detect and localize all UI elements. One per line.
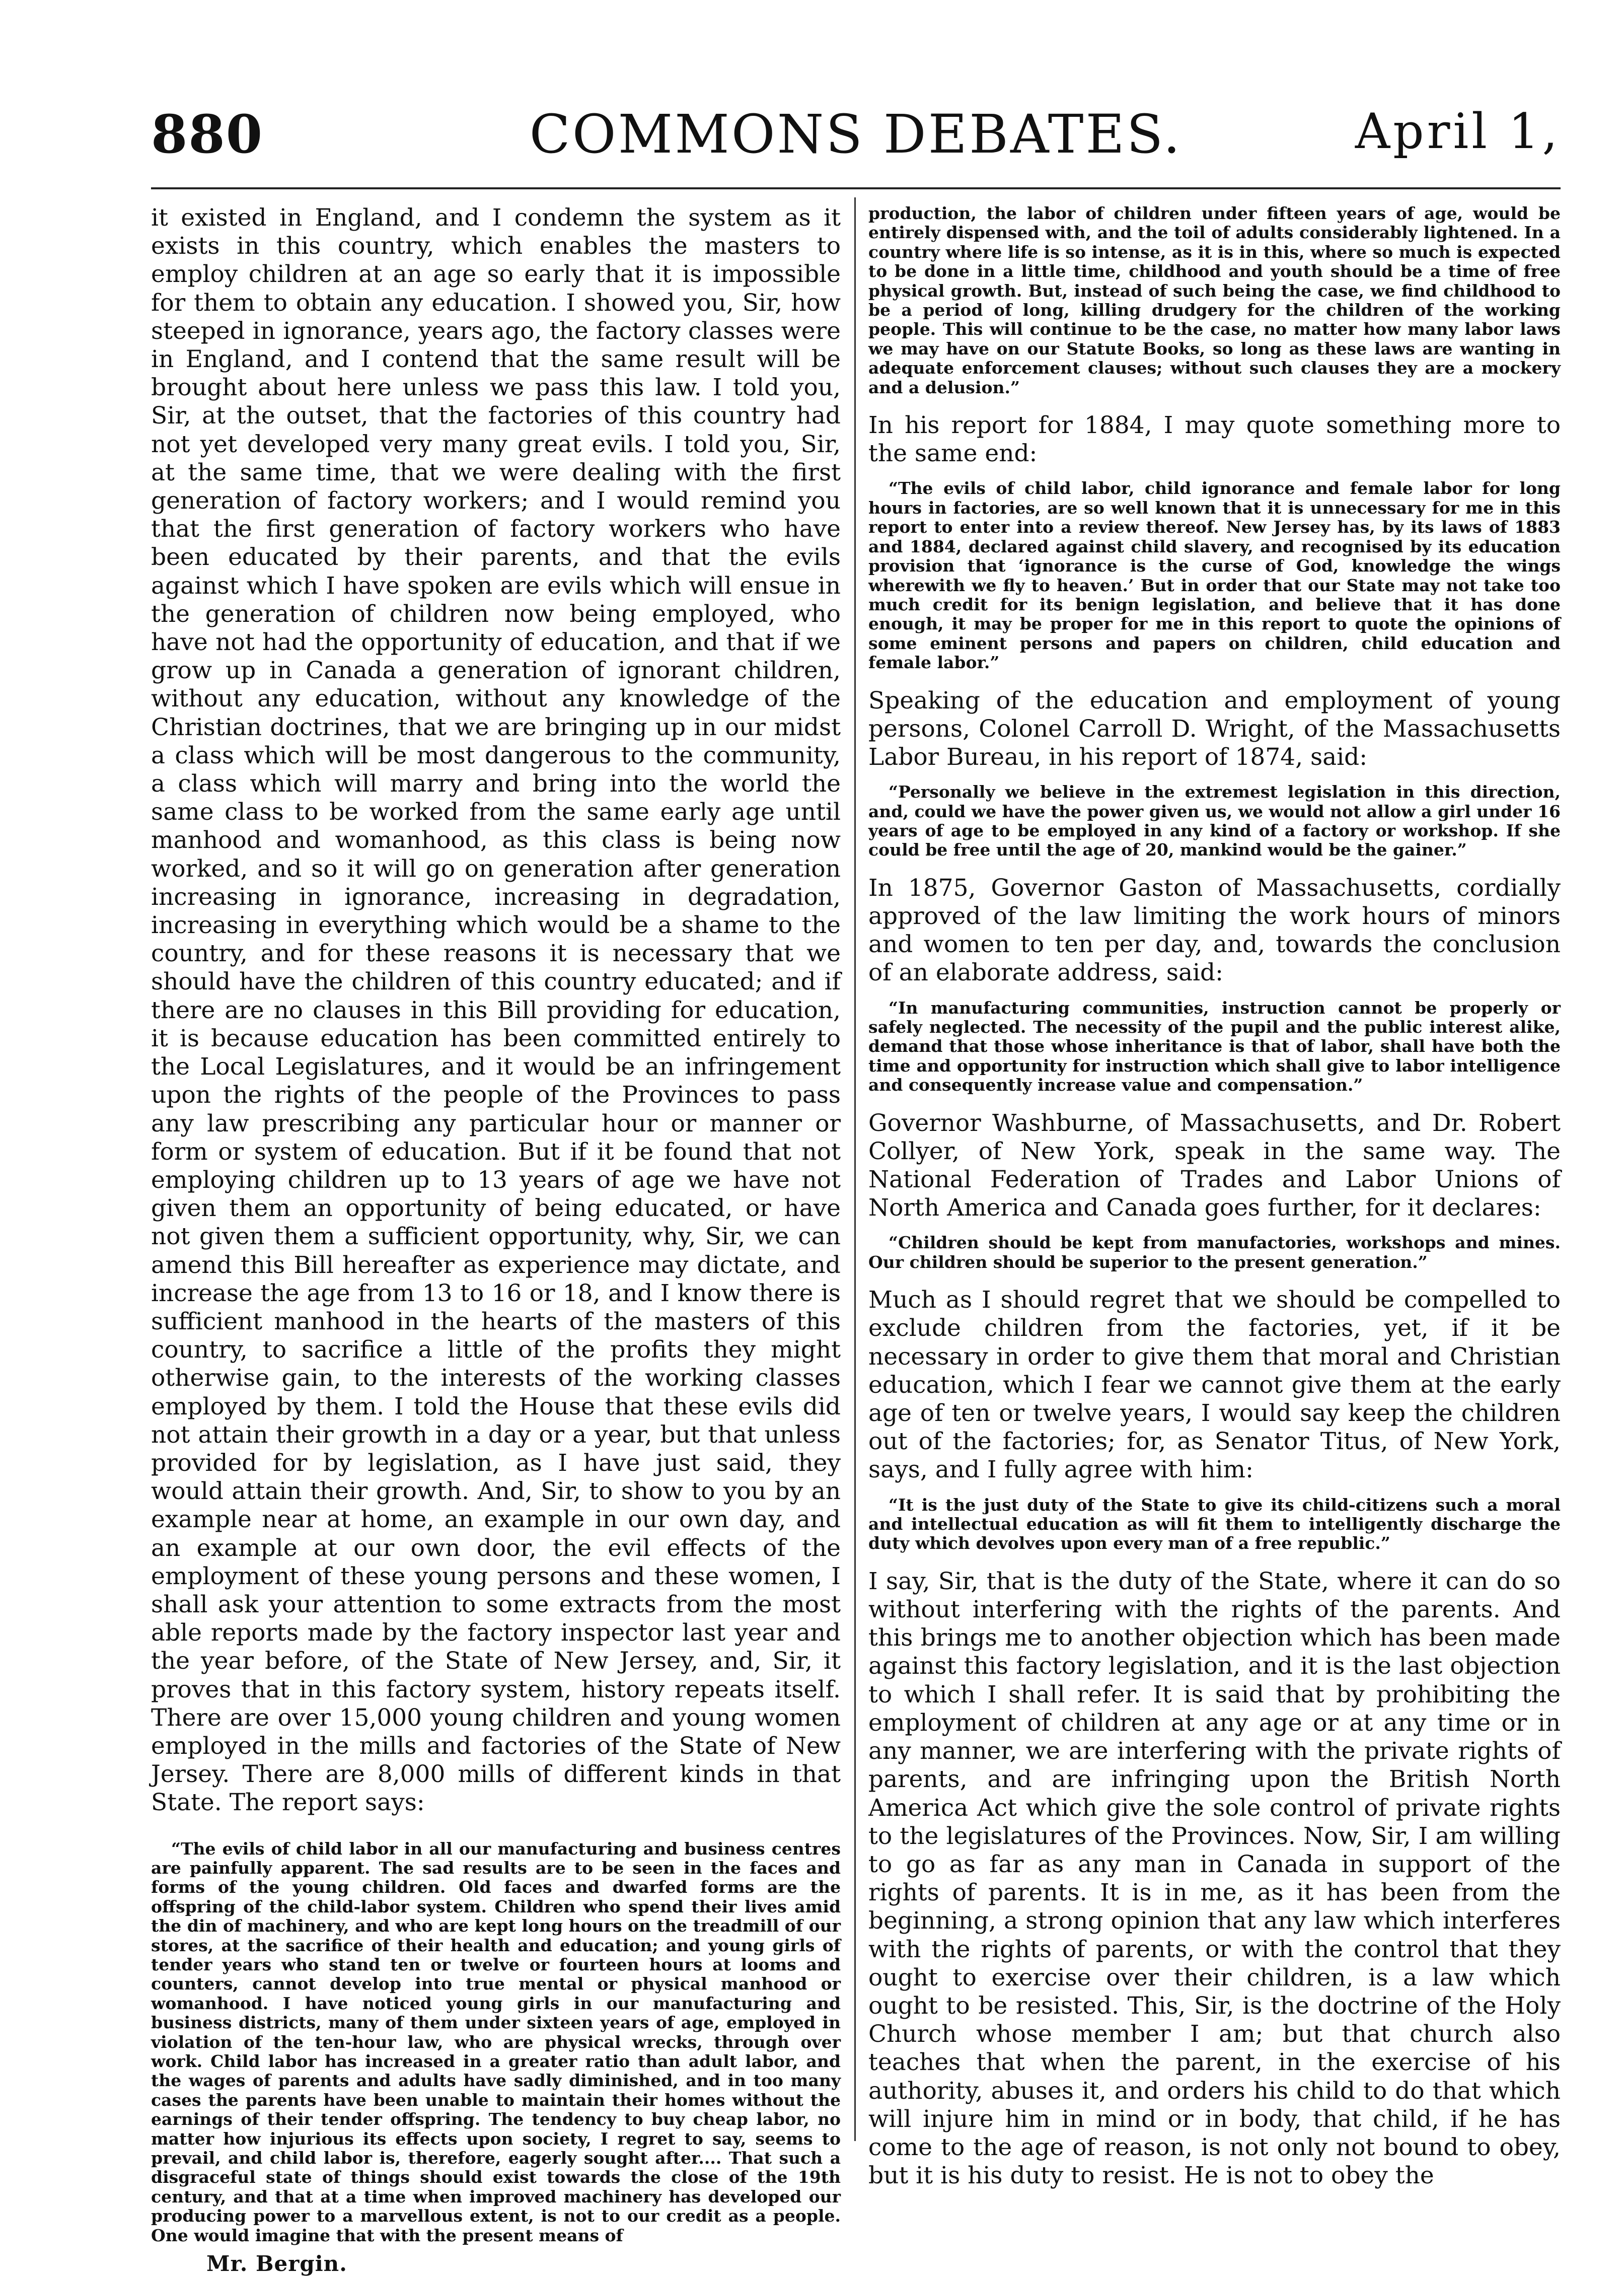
block-quote: “The evils of child labor in all our manufacturing and business centres are painfully apparent. The sad results are to be seen in the faces and forms of the young children. Old faces and dwarfed forms are the offspring of the child-labor system. Children who spend their lives amid the din of machinery, and who are kept long hours on the treadmill of our stores, at the sacrifice of their health and education; and young girls of tender years who stand ten or twelve or fourteen hours at looms and counters, cannot develop into true mental or physical manhood or womanhood. I have noticed young girls in our manufacturing and business districts, many of them under sixteen years of age, employed in violation of the ten-hour law, who are physical wrecks, through over work. Child labor has increased in a greater ratio than adult labor, and the wages of parents and adults have sadly diminished, and in too many cases the parents have been unable to maintain their homes without the earnings of their tender offspring. The tendency to buy cheap labor, no matter how injurious its effects upon society, I regret to say, seems to prevail, and child labor is, therefore, eagerly sought after.... That such a disgraceful state of things should exist towards the close of the 19th century, and that at a time when improved machinery has developed our producing power to a marvellous extent, is not to our credit as a people. One would imagine that with the present means of: [151, 1838, 841, 2245]
body-paragraph: In 1875, Governor Gaston of Massachusetts, cordially approved of the law limiting the work hours of minors and women to ten per day, and, towards the conclusion of an elaborate address, said:: [868, 874, 1561, 987]
header-date: April 1,: [1355, 103, 1561, 160]
body-paragraph: In his report for 1884, I may quote something more to the same end:: [868, 411, 1561, 468]
header-rule: [151, 187, 1561, 189]
body-paragraph: Much as I should regret that we should be compelled to exclude children from the factories, yet, if it be necessary in order to give them that moral and Christian education, which I fear we cannot give them at the early age of ten or twelve years, I would say keep the children out of the factories; for, as Senator Titus, of New York, says, and I fully agree with him:: [868, 1286, 1561, 1484]
right-column: [868, 204, 1561, 2190]
speaker-footer: Mr. Bergin.: [206, 2251, 347, 2276]
page-number: 880: [151, 103, 264, 165]
body-paragraph: Governor Washburne, of Massachusetts, and Dr. Robert Collyer, of New York, speak in the same way. The National Federation of Trades and Labor Unions of North America and Canada goes further, for it declares:: [868, 1109, 1561, 1222]
page-header: [151, 103, 1561, 179]
column-divider: [854, 197, 856, 2141]
block-quote: “In manufacturing communities, instruction cannot be properly or safely neglected. The necessity of the pupil and the public interest alike, demand that those whose inheritance is that of labor, shall have both the time and opportunity for instruction which shall give to labor intelligence and consequently increase value and compensation.”: [868, 998, 1561, 1095]
block-quote: “Personally we believe in the extremest legislation in this direction, and, could we have the power given us, we would not allow a girl under 16 years of age to be employed in any kind of a factory or workshop. If she could be free until the age of 20, mankind would be the gainer.”: [868, 782, 1561, 860]
left-column: [151, 204, 841, 2276]
body-paragraph: Speaking of the education and employment of young persons, Colonel Carroll D. Wright, of the Massachusetts Labor Bureau, in his report of 1874, said:: [868, 686, 1561, 771]
body-paragraph: it existed in England, and I condemn the system as it exists in this country, which enables the masters to employ children at an age so early that it is impossible for them to obtain any education. I showed you, Sir, how steeped in ignorance, years ago, the factory classes were in England, and I contend that the same result will be brought about here unless we pass this law. I told you, Sir, at the outset, that the factories of this country had not yet developed very many great evils. I told you, Sir, at the same time, that we were dealing with the first generation of factory workers; and I would remind you that the first generation of factory workers who have been educated by their parents, and that the evils against which I have spoken are evils which will ensue in the generation of children now being employed, who have not had the opportunity of education, and that if we grow up in Canada a generation of ignorant children, without any education, without any knowledge of the Christian doctrines, that we are bringing up in our midst a class which will be most dangerous to the community, a class which will marry and bring into the world the same class to be worked from the same early age until manhood and womanhood, as this class is being now worked, and so it will go on generation after generation increasing in ignorance, increasing in degradation, increasing in everything which would be a shame to the country, and for these reasons it is necessary that we should have the children of this country educated; and if there are no clauses in this Bill providing for education, it is because education has been committed entirely to the Local Legislatures, and it would be an infringement upon the rights of the people of the Provinces to pass any law prescribing any particular hour or manner or form or system of education. But if it be found that not employing children up to 13 years of age we have not given them an opportunity of being educated, or have not given them a sufficient opportunity, why, Sir, we can amend this Bill hereafter as experience may dictate, and increase the age from 13 to 16 or 18, and I know there is sufficient manhood in the hearts of the masters of this country, to sacrifice a little of the profits they might otherwise gain, to the interests of the working classes employed by them. I told the House that these evils did not attain their growth in a day or a year, but that unless provided for by legislation, as I have just said, they would attain their growth. And, Sir, to show to you by an example near at home, an example in our own day, and an example at our own door, the evil effects of the employment of these young persons and these women, I shall ask your attention to some extracts from the most able reports made by the factory inspector last year and the year before, of the State of New Jersey, and, Sir, it proves that in this factory system, history repeats itself. There are over 15,000 young children and young women employed in the mills and factories of the State of New Jersey. There are 8,000 mills of different kinds in that State. The report says:: [151, 204, 841, 1817]
block-quote: “The evils of child labor, child ignorance and female labor for long hours in factories, are so well known that it is unnecessary for me in this report to enter into a review thereof. New Jersey has, by its laws of 1883 and 1884, declared against child slavery, and recognised by its education provision that ‘ignorance is the curse of God, knowledge the wings wherewith we fly to heaven.’ But in order that our State may not take too much credit for its benign legislation, and believe that it has done enough, it may be proper for me in this report to quote the opinions of some eminent persons and papers on children, child education and female labor.”: [868, 478, 1561, 673]
block-quote: “Children should be kept from manufactories, workshops and mines. Our children should be superior to the present generation.”: [868, 1233, 1561, 1272]
block-quote: production, the labor of children under fifteen years of age, would be entirely dispensed with, and the toil of adults considerably lightened. In a country where life is so intense, as it is in this, where so much is expected to be done in a little time, childhood and youth should be a time of free physical growth. But, instead of such being the case, we find childhood to be a period of long, killing drudgery for the children of the working people. This will continue to be the case, no matter how many labor laws we may have on our Statute Books, so long as these laws are wanting in adequate enforcement clauses; without such clauses they are a mockery and a delusion.”: [868, 203, 1561, 397]
running-title: COMMONS DEBATES.: [529, 103, 1183, 165]
body-paragraph: I say, Sir, that is the duty of the State, where it can do so without interfering with the rights of the parents. And this brings me to another objection which has been made against this factory legislation, and it is the last objection to which I shall refer. It is said that by prohibiting the employment of children at any age or at any time or in any manner, we are interfering with the private rights of parents, and are infringing upon the British North America Act which give the sole control of private rights to the legislatures of the Provinces. Now, Sir, I am willing to go as far as any man in Canada in support of the rights of parents. It is in me, as it has been from the beginning, a strong opinion that any law which interferes with the rights of parents, or with the control that they ought to exercise over their children, is a law which ought to be resisted. This, Sir, is the doctrine of the Holy Church whose member I am; but that church also teaches that when the parent, in the exercise of his authority, abuses it, and orders his child to do that which will injure him in mind or in body, that child, if he has come to the age of reason, is not only not bound to obey, but it is his duty to resist. He is not to obey the: [868, 1567, 1561, 2190]
block-quote: “It is the just duty of the State to give its child-citizens such a moral and intellectual education as will fit them to intelligently discharge the duty which devolves upon every man of a free republic.”: [868, 1495, 1561, 1553]
